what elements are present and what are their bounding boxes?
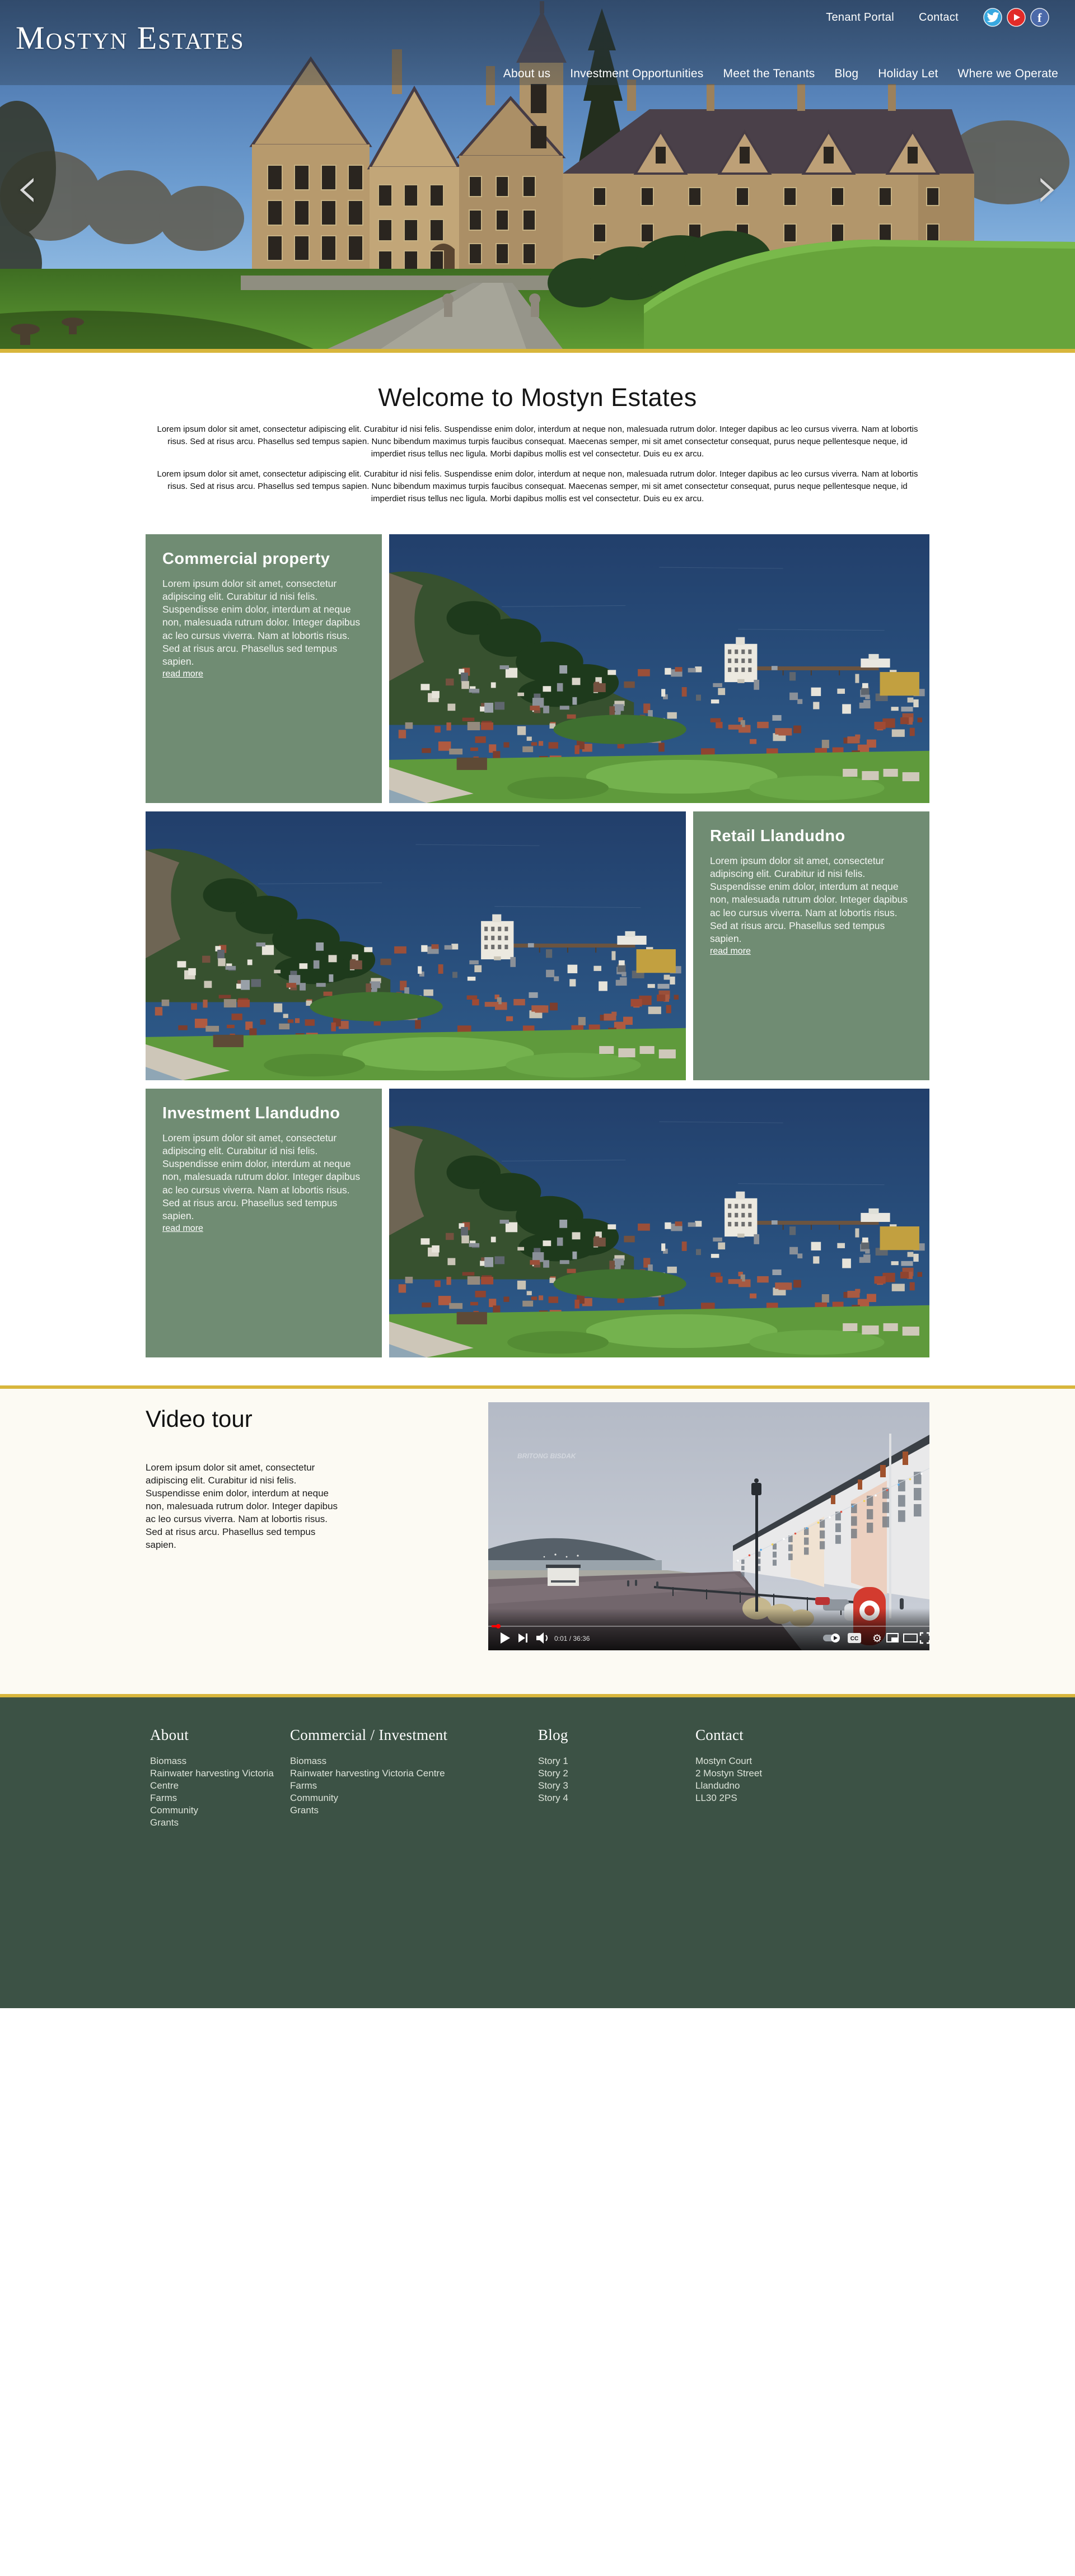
footer-col-contact bbox=[695, 1726, 1053, 2008]
main-content bbox=[0, 353, 1075, 1697]
nav-about-us[interactable]: About us bbox=[503, 67, 551, 80]
contact-link[interactable]: Contact bbox=[918, 11, 959, 24]
footer-link[interactable]: Story 3 bbox=[538, 1780, 568, 1791]
tenant-portal-link[interactable]: Tenant Portal bbox=[826, 11, 894, 24]
footer-link[interactable]: Rainwater harvesting Victoria Centre bbox=[150, 1767, 274, 1791]
video-time: 0:01 / 36:36 bbox=[554, 1634, 590, 1642]
video-watermark: BRITONG BISDAK bbox=[517, 1452, 576, 1460]
footer-col-blog bbox=[538, 1726, 695, 2008]
footer-heading: About bbox=[150, 1726, 189, 1743]
contact-address-line: Mostyn Court bbox=[695, 1755, 752, 1766]
llandudno-aerial-image bbox=[389, 534, 929, 803]
footer-link[interactable]: Farms bbox=[150, 1792, 177, 1803]
llandudno-aerial-image bbox=[389, 1089, 929, 1357]
footer-link[interactable]: Community bbox=[150, 1804, 198, 1816]
card-body: Lorem ipsum dolor sit amet, consectetur adipiscing elit. Curabitur id nisi felis. Suspendisse enim dolor, interdum at neque non, malesuada rutrum dolor. Integer dapibus ac leo cursus viverra. Nam at lobortis risus. Sed at risus arcu. Phasellus sed tempus sapien. bbox=[710, 855, 908, 945]
youtube-video-player[interactable] bbox=[488, 1402, 929, 1650]
card-retail-llandudno bbox=[693, 811, 929, 1080]
footer bbox=[0, 1697, 1075, 2008]
footer-link[interactable]: Rainwater harvesting Victoria Centre bbox=[290, 1767, 445, 1779]
contact-address-line: 2 Mostyn Street bbox=[695, 1767, 763, 1779]
contact-address-line: Llandudno bbox=[695, 1780, 740, 1791]
feature-row-investment bbox=[146, 1089, 929, 1357]
footer-link[interactable]: Story 4 bbox=[538, 1792, 568, 1803]
card-body: Lorem ipsum dolor sit amet, consectetur adipiscing elit. Curabitur id nisi felis. Suspendisse enim dolor, interdum at neque non, malesuada rutrum dolor. Integer dapibus ac leo cursus viverra. Nam at lobortis risus. Sed at risus arcu. Phasellus sed tempus sapien. bbox=[162, 577, 361, 668]
carousel-next-button[interactable]: › bbox=[1036, 153, 1059, 221]
youtube-icon[interactable] bbox=[1007, 8, 1026, 27]
twitter-icon[interactable] bbox=[983, 8, 1002, 27]
settings-gear-icon[interactable]: ⚙ bbox=[872, 1632, 882, 1645]
footer-col-about bbox=[150, 1726, 290, 2008]
nav-where-we-operate[interactable]: Where we Operate bbox=[957, 67, 1058, 80]
contact-address-line: LL30 2PS bbox=[695, 1792, 737, 1803]
footer-link[interactable]: Biomass bbox=[290, 1755, 327, 1766]
card-body: Lorem ipsum dolor sit amet, consectetur adipiscing elit. Curabitur id nisi felis. Suspendisse enim dolor, interdum at neque non, malesuada rutrum dolor. Integer dapibus ac leo cursus viverra. Nam at lobortis risus. Sed at risus arcu. Phasellus sed tempus sapien. bbox=[162, 1132, 361, 1222]
read-more-link[interactable]: read more bbox=[710, 946, 751, 956]
facebook-icon[interactable] bbox=[1030, 8, 1049, 27]
footer-link[interactable]: Biomass bbox=[150, 1755, 187, 1766]
video-tour-body: Lorem ipsum dolor sit amet, consectetur adipiscing elit. Curabitur id nisi felis. Suspendisse enim dolor, interdum at neque non, malesuada rutrum dolor. Integer dapibus ac leo cursus viverra. Nam at lobortis risus. Sed at risus arcu. Phasellus sed tempus sapien. bbox=[146, 1462, 338, 1551]
site-logo[interactable]: Mostyn Estates bbox=[16, 20, 245, 56]
utility-nav bbox=[826, 8, 1049, 27]
feature-rows bbox=[146, 534, 929, 1357]
intro-paragraph-1: Lorem ipsum dolor sit amet, consectetur adipiscing elit. Curabitur id nisi felis. Suspendisse enim dolor, interdum at neque non, malesuada rutrum dolor. Integer dapibus ac leo cursus viverra. Nam at lobortis risus. Sed at risus arcu. Phasellus sed tempus sapien. Nunc bibendum maximus turpis faucibus consequat. Maecenas semper, mi sit amet consectetur consequat, purus neque pellentesque neque, id imperdiet risus tellus nec ligula. Morbi dapibus mollis est vel consectetur. Duis eu ex arcu. bbox=[157, 424, 918, 459]
nav-blog[interactable]: Blog bbox=[834, 67, 859, 80]
autoplay-toggle-icon[interactable] bbox=[823, 1634, 840, 1642]
card-investment-llandudno bbox=[146, 1089, 382, 1357]
read-more-link[interactable]: read more bbox=[162, 669, 203, 679]
social-links bbox=[983, 8, 1049, 27]
nav-meet-the-tenants[interactable]: Meet the Tenants bbox=[723, 67, 815, 80]
card-title: Investment Llandudno bbox=[162, 1104, 340, 1122]
hero-carousel bbox=[0, 0, 1075, 353]
video-tour-title: Video tour bbox=[146, 1405, 253, 1432]
footer-link[interactable]: Story 2 bbox=[538, 1767, 568, 1779]
video-tour-section bbox=[0, 1385, 1075, 1697]
page-title: Welcome to Mostyn Estates bbox=[378, 383, 697, 412]
llandudno-aerial-image bbox=[146, 811, 686, 1080]
header-bar bbox=[0, 0, 1075, 85]
svg-text:f: f bbox=[1037, 11, 1042, 25]
card-title: Commercial property bbox=[162, 549, 330, 568]
main-nav bbox=[503, 67, 1058, 81]
video-progress-bar[interactable] bbox=[488, 1626, 929, 1627]
svg-text:CC: CC bbox=[850, 1635, 859, 1642]
carousel-prev-button[interactable]: ‹ bbox=[16, 153, 39, 221]
footer-col-commercial-investment bbox=[290, 1726, 538, 2008]
card-commercial-property bbox=[146, 534, 382, 803]
intro-paragraph-2: Lorem ipsum dolor sit amet, consectetur adipiscing elit. Curabitur id nisi felis. Suspendisse enim dolor, interdum at neque non, malesuada rutrum dolor. Integer dapibus ac leo cursus viverra. Nam at lobortis risus. Sed at risus arcu. Phasellus sed tempus sapien. Nunc bibendum maximus turpis faucibus consequat. Maecenas semper, mi sit amet consectetur consequat, purus neque pellentesque neque, id imperdiet risus tellus nec ligula. Morbi dapibus mollis est vel consectetur. Duis eu ex arcu. bbox=[157, 469, 918, 503]
nav-investment-opportunities[interactable]: Investment Opportunities bbox=[570, 67, 704, 80]
feature-row-retail bbox=[146, 811, 929, 1080]
footer-heading: Commercial / Investment bbox=[290, 1726, 448, 1743]
footer-link[interactable]: Community bbox=[290, 1792, 338, 1803]
footer-link[interactable]: Farms bbox=[290, 1780, 317, 1791]
feature-row-commercial bbox=[146, 534, 929, 803]
read-more-link[interactable]: read more bbox=[162, 1224, 203, 1234]
card-title: Retail Llandudno bbox=[710, 827, 845, 845]
footer-link[interactable]: Grants bbox=[150, 1817, 179, 1828]
captions-icon[interactable] bbox=[848, 1633, 861, 1643]
video-frame-llandudno-promenade bbox=[488, 1402, 929, 1650]
footer-heading: Blog bbox=[538, 1726, 568, 1743]
footer-link[interactable]: Grants bbox=[290, 1804, 319, 1816]
nav-holiday-let[interactable]: Holiday Let bbox=[878, 67, 938, 80]
footer-link[interactable]: Story 1 bbox=[538, 1755, 568, 1766]
footer-heading: Contact bbox=[695, 1726, 744, 1743]
